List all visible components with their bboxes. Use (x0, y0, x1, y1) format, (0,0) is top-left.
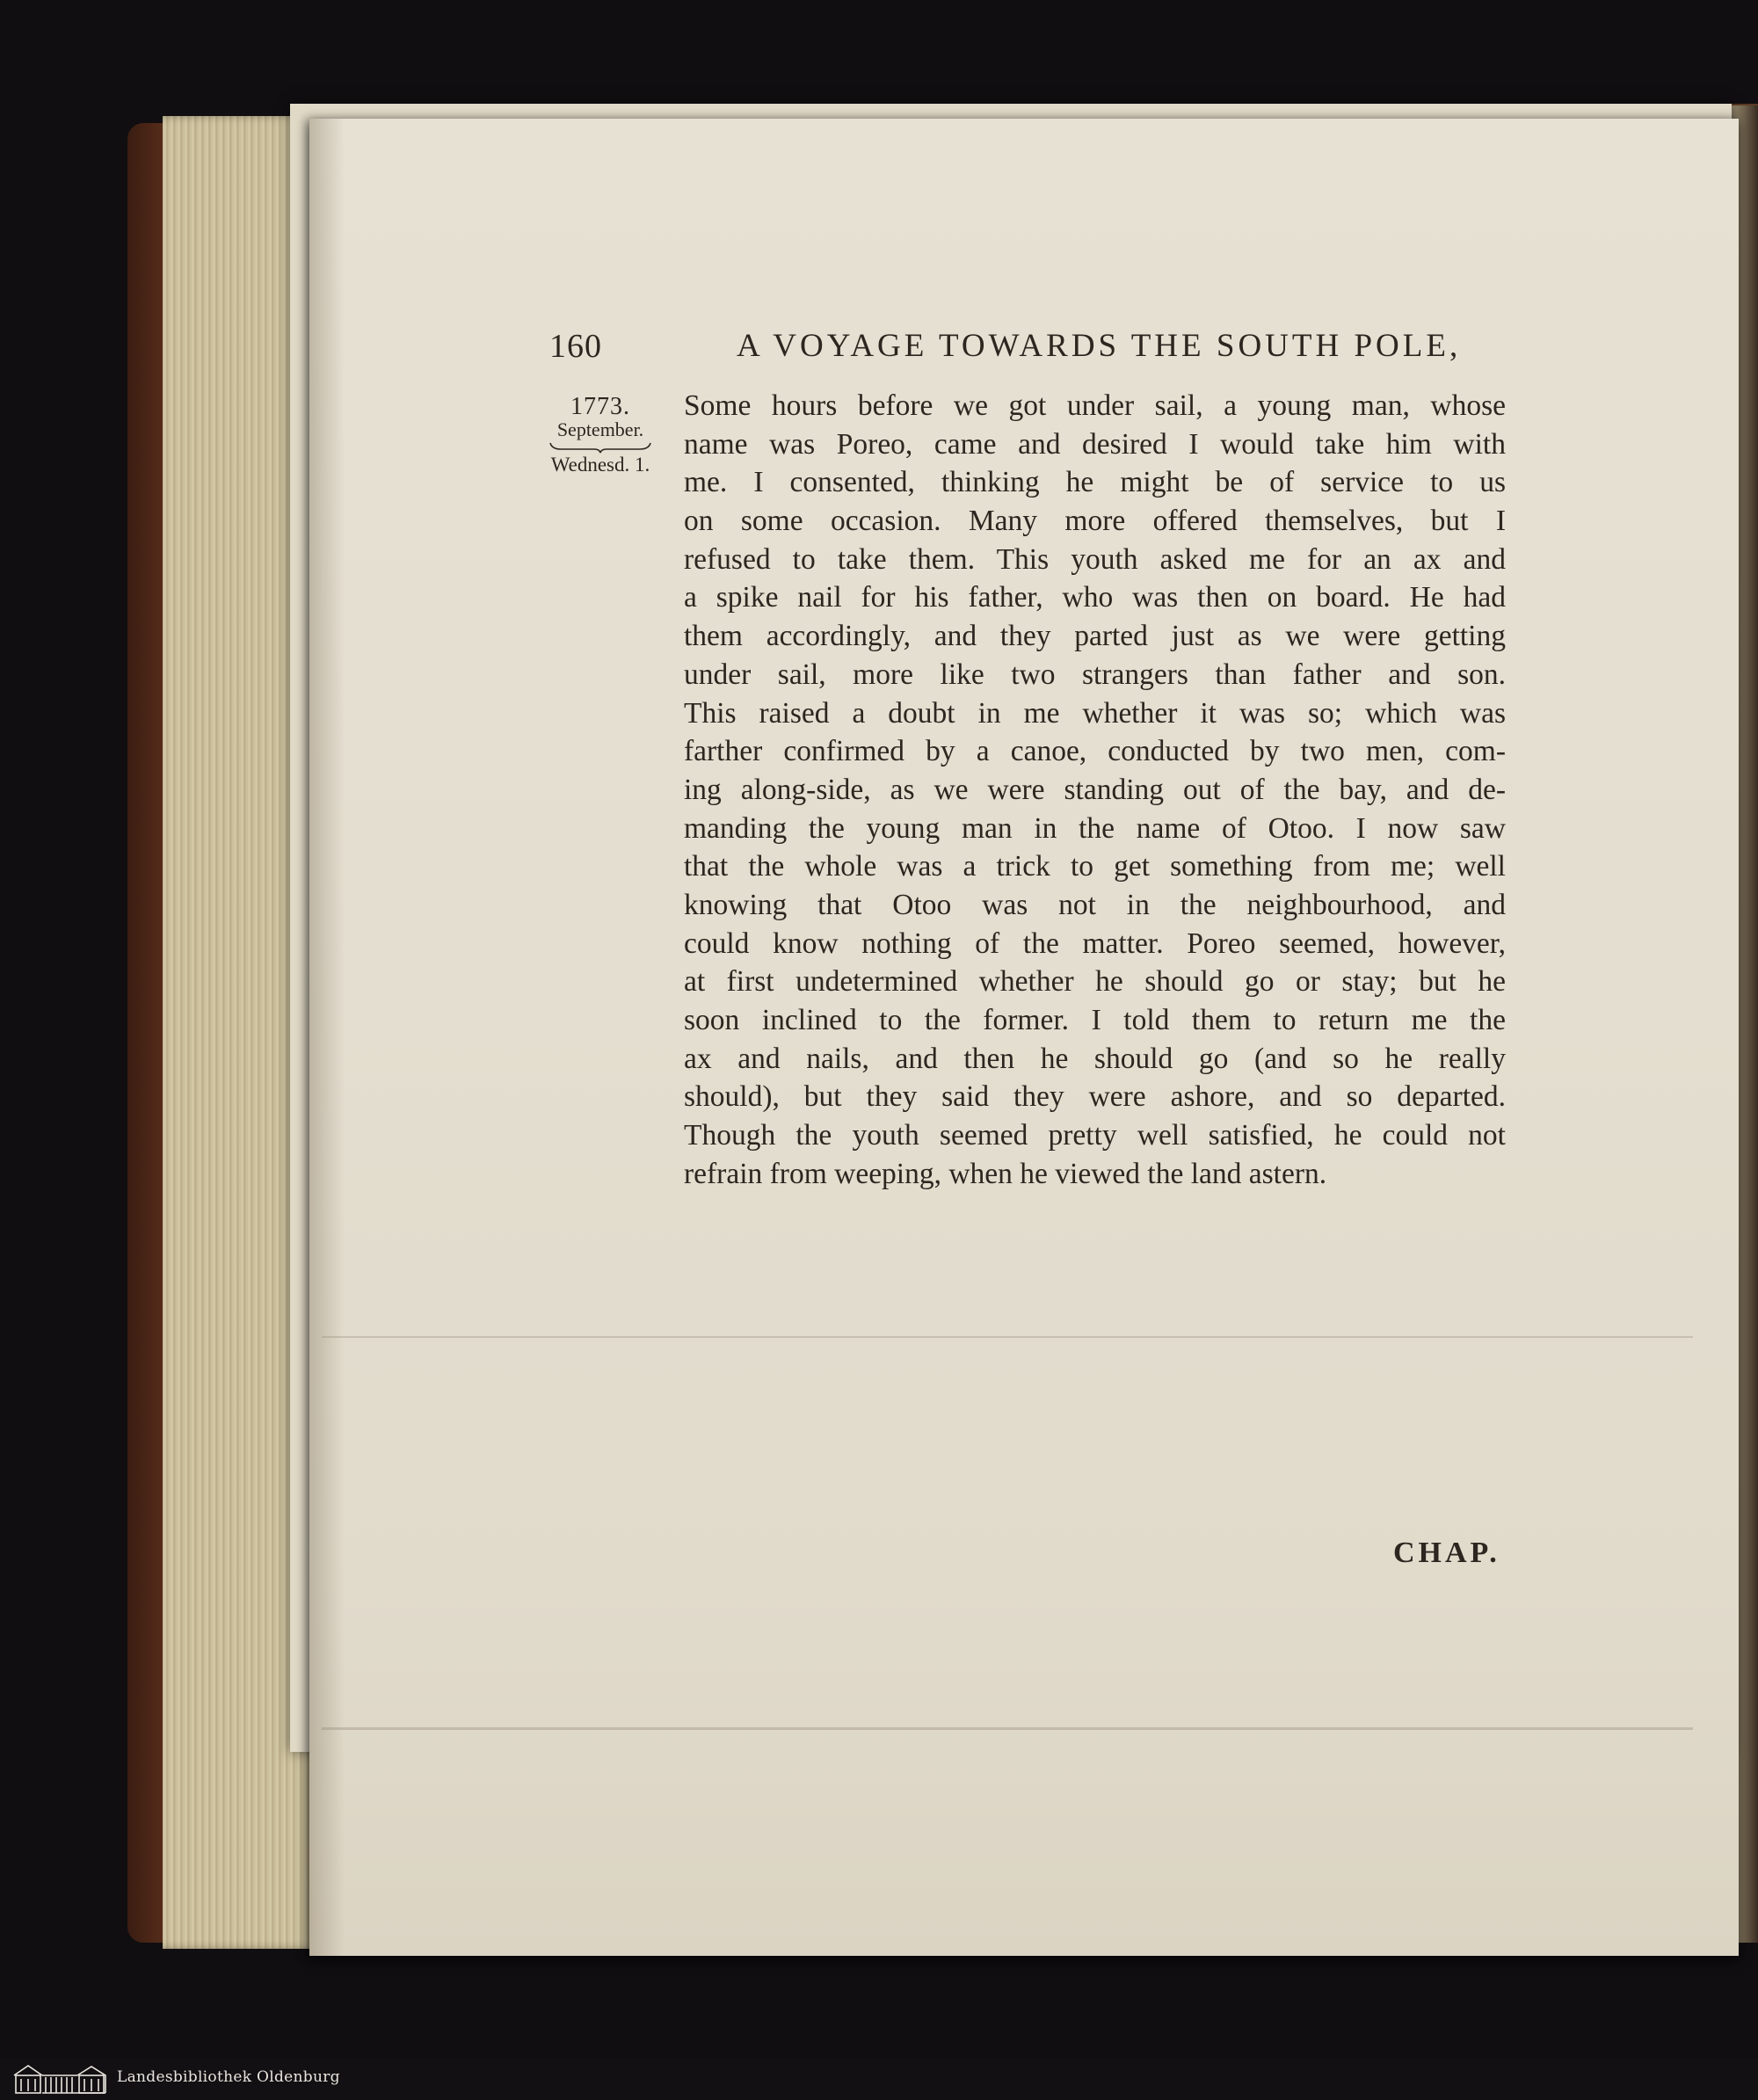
text-line: that the whole was a trick to get something from me; well (684, 850, 1506, 883)
catchword: CHAP. (1393, 1537, 1500, 1569)
text-line: refrain from weeping, when he viewed the land astern. (684, 1157, 1327, 1190)
text-line: name was Poreo, came and desired I would take him with (684, 427, 1506, 461)
text-line: them accordingly, and they parted just as we were getting (684, 620, 1506, 653)
text-line: soon inclined to the former. I told them to return me the (684, 1004, 1506, 1036)
text-line: manding the young man in the name of Otoo. I now saw (684, 811, 1506, 845)
text-line: This raised a doubt in me whether it was so; which was (684, 696, 1506, 730)
running-head: A VOYAGE TOWARDS THE SOUTH POLE, (737, 328, 1462, 364)
margin-month: September. (556, 418, 644, 440)
text-line: Though the youth seemed pretty well satisfied, he could not (684, 1119, 1506, 1152)
text-line: ax and nails, and then he should go (and so he really (684, 1042, 1506, 1075)
text-line: knowing that Otoo was not in the neighbourhood, and (684, 888, 1506, 921)
page-fold-line (322, 1336, 1693, 1338)
library-building-icon (11, 2061, 109, 2096)
text-line: me. I consented, thinking he might be of service to us (684, 466, 1506, 499)
gutter-shadow (309, 119, 345, 1956)
text-line: ing along-side, as we were standing out of the bay, and de- (684, 773, 1506, 806)
body-text (684, 387, 1506, 1193)
text-line: Some hours before we got under sail, a young man, whose (684, 389, 1506, 422)
page-fold-line (322, 1727, 1693, 1730)
text-line: a spike nail for his father, who was then on board. He had (684, 581, 1506, 614)
page-number: 160 (549, 328, 602, 365)
margin-year: 1773. (570, 393, 630, 420)
library-footer (0, 2058, 1758, 2100)
text-line: on some occasion. Many more offered themselves, but I (684, 505, 1506, 538)
text-line: should), but they said they were ashore, and so departed. (684, 1080, 1506, 1114)
text-line: farther confirmed by a canoe, conducted by two men, com- (684, 735, 1506, 768)
text-line: could know nothing of the matter. Poreo seemed, however, (684, 926, 1506, 960)
brace-icon (548, 441, 652, 454)
text-line: under sail, more like two strangers than father and son. (684, 658, 1506, 691)
margin-day: Wednesd. 1. (550, 454, 650, 476)
text-line: at first undetermined whether he should go or stay; but he (684, 965, 1506, 999)
library-name: Landesbibliothek Oldenburg (117, 2068, 340, 2086)
margin-date-note (543, 393, 657, 476)
text-line: refused to take them. This youth asked me for an ax and (684, 542, 1506, 576)
